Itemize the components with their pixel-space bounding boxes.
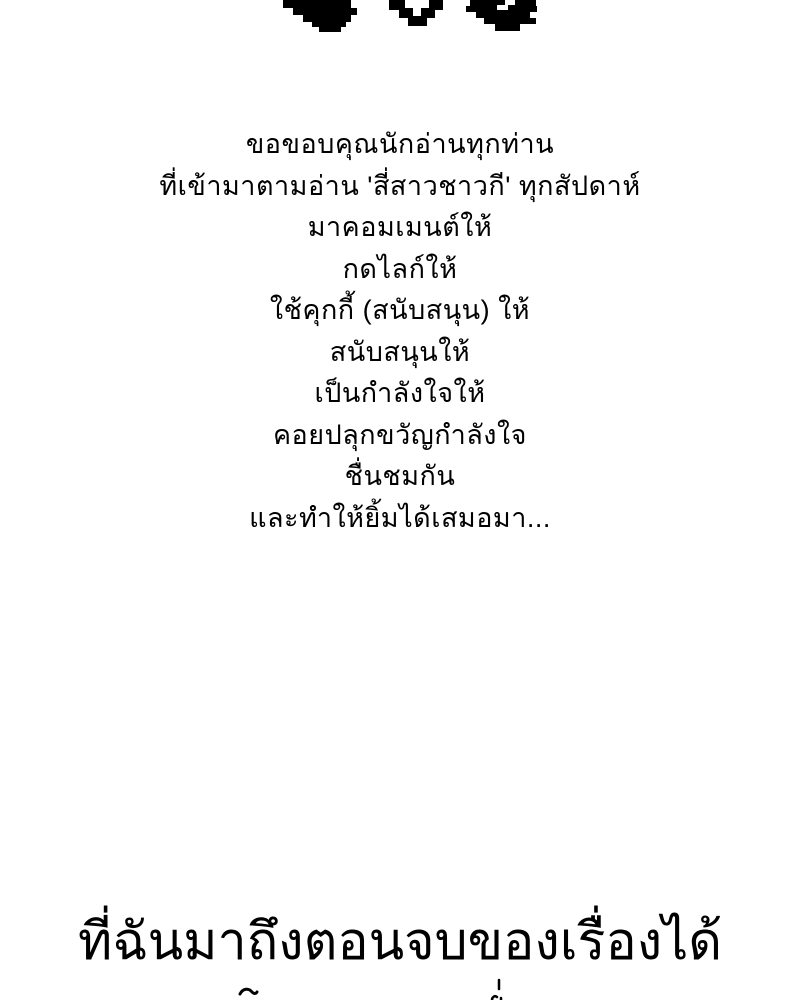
closing-line: ที่ฉันมาถึงตอนจบของเรื่องได้ (77, 914, 723, 971)
thanks-line-10: และทำให้ยิ้มได้เสมอมา... (249, 502, 551, 533)
thanks-line-7: เป็นกำลังใจให้ (314, 378, 486, 408)
pixel-blob-right-shape (466, 0, 537, 31)
thanks-line-2: ที่เข้ามาตามอ่าน 'สี่สาวชาวกี' ทุกสัปดาห์ (159, 170, 641, 201)
thanks-line-6: สนับสนุนให้ (329, 336, 471, 367)
thanks-line-5: ใช้คุกกี้ (สนับสนุน) ให้ (269, 295, 531, 325)
thanks-line-8: คอยปลุกขวัญกำลังใจ (273, 419, 527, 450)
pixel-blob-left-shape (283, 0, 357, 32)
thanks-line-3: มาคอมเมนต์ให้ (307, 212, 493, 242)
thanks-line-4: กดไลก์ให้ (342, 253, 458, 284)
pixel-v-mark-shape (389, 0, 443, 26)
pixel-blob-right-notch (497, 5, 508, 10)
thanks-note (0, 124, 800, 539)
cutoff-text-fragments (0, 976, 800, 1000)
thanks-line-1: ขอขอบคุณนักอ่านทุกท่าน (245, 129, 555, 159)
cutoff-glyph-fragment-right-curve (492, 996, 501, 1000)
thanks-line-9: ชื่นชมกัน (344, 461, 456, 491)
cutoff-glyph-fragment-left (240, 989, 257, 994)
closing-note (0, 908, 800, 978)
top-artwork-cutoff (0, 0, 800, 36)
